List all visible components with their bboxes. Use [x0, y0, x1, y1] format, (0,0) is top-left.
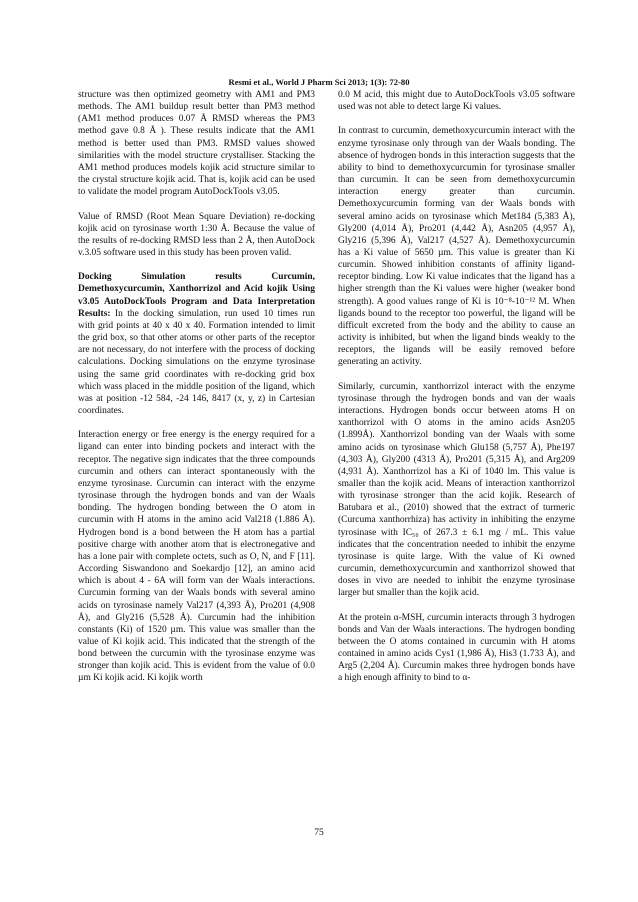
- paragraph: Interaction energy or free energy is the energy required for a ligand can enter into binding pockets and interact with the receptor. The negative sign indicates that the three compounds curcumin and others can interact spontaneously with the enzyme tyrosinase. Curcumin can interact with the enzyme tyrosinase through the hydrogen bonds and van der Waals bonding. The hydrogen bonding between the O atom in curcumin with H atoms in the amino acid Val218 (1.886 Å). Hydrogen bond is a bond between the H atom has a partial positive charge with another atom that is electronegative and has a lone pair with complete octets, such as O, N, and F [11]. According Siswandono and Soekardjo [12], an amino acid which is about 4 - 6A will form van der Waals interactions. Curcumin forming van der Waals bonds with several amino acids on tyrosinase namely Val217 (4,393 Å), Pro201 (4,908 Å), and Gly216 (5,528 Å). Curcumin had the inhibition constants (Ki) of 1520 µm. This value was smaller than the value of Ki kojik acid. This indicated that the strength of the bond between the curcumin with the tyrosinase enzyme was stronger than kojik acid. This is evident from the value of 0.0 µm Ki kojik acid. Ki kojik worth: [78, 430, 315, 684]
- left-column: [78, 89, 315, 685]
- paragraph: At the protein α-MSH, curcumin interacts through 3 hydrogen bonds and Van der Waals interactions. The hydrogen bonding between the O atoms contained in curcumin with H atoms contained in amino acids Cys1 (1,986 Å), His3 (1.733 Å), and Arg5 (2,204 Å). Curcumin makes three hydrogen bonds have a high enough affinity to bind to α-: [338, 612, 575, 684]
- paragraph: [78, 271, 315, 417]
- section-body: In the docking simulation, run used 10 times run with grid points at 40 x 40 x 40. Formation intended to limit the grid box, so that other atoms or other parts of the receptor are not necessary, do not interfere with the process of docking calculations. Docking simulations on the enzyme tyrosinase using the same grid coordinates with re-docking grid box which wass placed in the middle position of the ligand, which was at position -12 584, -24 146, 8417 (x, y, z) in Cartesian coordinates.: [78, 308, 315, 417]
- paragraph: structure was then optimized geometry with AM1 and PM3 methods. The AM1 buildup result better than PM3 method (AM1 method produces 0.07 Å RMSD whereas the PM3 method gave 0.8 Å ). These results indicate that the AM1 method is better used than PM3. RMSD values showed similarities with the model structure crystalliser. Stacking the AM1 method produces models kojik acid structure similar to the crystal structure kojik acid. That is, kojik acid can be used to validate the model program AutoDockTools v3.05.: [78, 90, 315, 198]
- page-number: 75: [314, 828, 324, 838]
- section-heading: Docking Simulation results Curcumin, Demethoxycurcumin, Xanthorrizol and Acid kojik Using v3.05 AutoDockTools Program and Data Interpretation Results:: [78, 272, 315, 319]
- paragraph: In contrast to curcumin, demethoxycurcumin interact with the enzyme tyrosinase only through van der Waals bonding. The absence of hydrogen bonds in this interaction suggests that the ability to bind to demethoxycurcumin for tyrosinase smaller than curcumin. It can be seen from demethoxycurcumin interaction energy greater than curcumin. Demethoxycurcumin forming van der Waals bonds with several amino acids on tyrosinase which Met184 (5,383 Å), Gly200 (4,014 Å), Pro201 (4,442 Å), Asn205 (4,957 Å), Gly216 (5,396 Å), Val217 (4,527 Å). Demethoxycurcumin has a Ki value of 5650 µm. This value is greater than Ki curcumin. Showed inhibition constants of affinity ligand-receptor binding. Low Ki value indicates that the ligand has a higher strength than the Ki values were higher (weaker bond strength). A good values range of Ki is 10⁻⁸-10⁻¹² M. When ligands bound to the receptor too powerful, the ligand will be difficult excreted from the body and the ability to cause an activity is inhibited, but when the ligand binds weakly to the receptors, the ligands will be easily removed before generating an activity.: [338, 126, 575, 368]
- right-column: [338, 89, 575, 685]
- paragraph: 0.0 M acid, this might due to AutoDockTools v3.05 software used was not able to detect large Ki values.: [338, 90, 575, 113]
- paragraph: Value of RMSD (Root Mean Square Deviation) re-docking kojik acid on tyrosinase worth 1:30 Å. Because the value of the results of re-docking RMSD less than 2 Å, then AutoDock v.3.05 software used in this study has been proven valid.: [78, 211, 315, 259]
- running-header: Resmi et al., World J Pharm Sci 2013; 1(3): 72-80: [228, 77, 410, 87]
- paragraph: Similarly, curcumin, xanthorrizol interact with the enzyme tyrosinase through the hydrogen bonds and van der waals interactions. Hydrogen bonds occur between atoms H on xanthorrizol with O atoms in the amino acids Asn205 (1.899Å). Xanthorrizol bonding van der Waals with some amino acids on tyrosinase which Glu158 (5,757 Å), Phe197 (4,303 Å), Gly200 (4313 Å), Pro201 (5,315 Å), and Arg209 (4,931 Å). Xanthorrizol has a Ki of 1040 lm. This value is smaller than the kojik acid. Means of interaction xanthorrizol with tyrosinase stronger than the acid kojik. Research of Batubara et al., (2010) showed that the extract of turmeric (Curcuma xanthorrhiza) has activity in inhibiting the enzyme tyrosinase with IC₅₀ of 267.3 ± 6.1 mg / mL. This value indicates that the concentration needed to inhibit the enzyme tyrosinase is quite large. With the value of Ki owned curcumin, demethoxycurcumin and xanthorrizol showed that doses in vivo are needed to inhibit the enzyme tyrosinase larger but smaller than the kojik acid.: [338, 381, 575, 599]
